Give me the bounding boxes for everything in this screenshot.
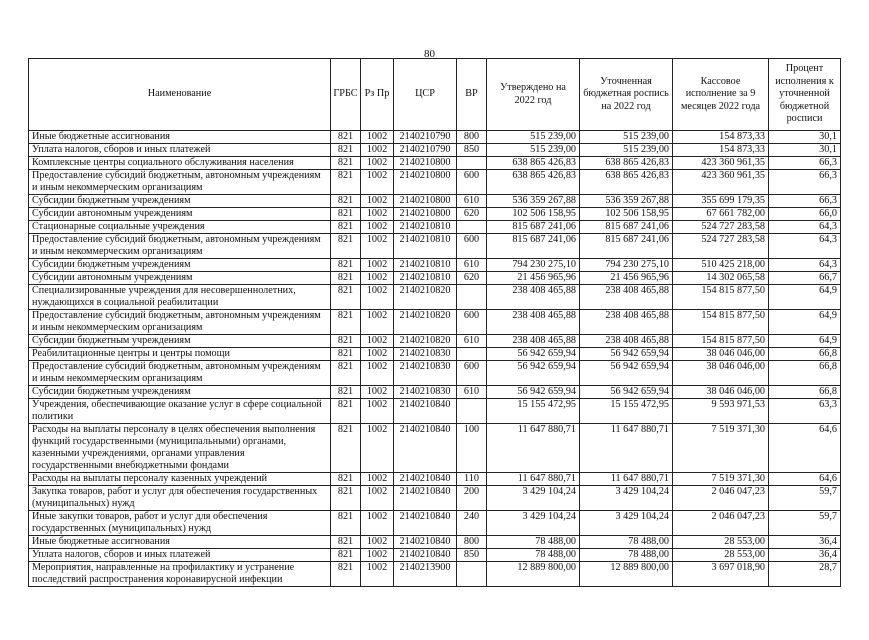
cell-refined: 238 408 465,88 xyxy=(580,285,673,310)
cell-refined: 78 488,00 xyxy=(580,536,673,549)
table-row xyxy=(29,195,841,208)
cell-percent: 30,1 xyxy=(769,144,841,157)
cell-cash: 510 425 218,00 xyxy=(673,259,769,272)
cell-name: Комплексные центры социального обслуживания населения xyxy=(29,157,331,170)
cell-cash: 9 593 971,53 xyxy=(673,399,769,424)
cell-csr: 2140210810 xyxy=(394,221,457,234)
cell-vr: 110 xyxy=(457,473,487,486)
table-row xyxy=(29,157,841,170)
cell-name: Субсидии бюджетным учреждениям xyxy=(29,195,331,208)
table-row xyxy=(29,348,841,361)
cell-vr xyxy=(457,157,487,170)
cell-name: Уплата налогов, сборов и иных платежей xyxy=(29,144,331,157)
cell-rzpr: 1002 xyxy=(361,157,394,170)
cell-cash: 2 046 047,23 xyxy=(673,486,769,511)
cell-cash: 355 699 179,35 xyxy=(673,195,769,208)
cell-name: Учреждения, обеспечивающие оказание услуг в сфере социальной политики xyxy=(29,399,331,424)
cell-name: Специализированные учреждения для несовершеннолетних, нуждающихся в социальной реабилитации xyxy=(29,285,331,310)
cell-cash: 38 046 046,00 xyxy=(673,386,769,399)
table-row xyxy=(29,386,841,399)
header-name: Наименование xyxy=(29,59,331,131)
cell-percent: 64,3 xyxy=(769,259,841,272)
cell-refined: 11 647 880,71 xyxy=(580,473,673,486)
table-header-row xyxy=(29,59,841,131)
cell-refined: 78 488,00 xyxy=(580,549,673,562)
cell-grbs: 821 xyxy=(331,386,361,399)
cell-vr: 800 xyxy=(457,131,487,144)
cell-percent: 63,3 xyxy=(769,399,841,424)
cell-csr: 2140210800 xyxy=(394,195,457,208)
cell-name: Стационарные социальные учреждения xyxy=(29,221,331,234)
cell-grbs: 821 xyxy=(331,221,361,234)
cell-refined: 794 230 275,10 xyxy=(580,259,673,272)
cell-cash: 524 727 283,58 xyxy=(673,234,769,259)
cell-cash: 423 360 961,35 xyxy=(673,170,769,195)
cell-cash: 14 302 065,58 xyxy=(673,272,769,285)
cell-csr: 2140210800 xyxy=(394,208,457,221)
cell-csr: 2140210800 xyxy=(394,170,457,195)
cell-grbs: 821 xyxy=(331,170,361,195)
cell-name: Расходы на выплаты персоналу казенных учреждений xyxy=(29,473,331,486)
cell-approved: 238 408 465,88 xyxy=(487,285,580,310)
cell-csr: 2140210820 xyxy=(394,335,457,348)
cell-cash: 154 815 877,50 xyxy=(673,335,769,348)
table-row xyxy=(29,234,841,259)
cell-percent: 64,3 xyxy=(769,234,841,259)
cell-cash: 7 519 371,30 xyxy=(673,473,769,486)
cell-cash: 28 553,00 xyxy=(673,549,769,562)
cell-cash: 154 873,33 xyxy=(673,131,769,144)
table-row xyxy=(29,221,841,234)
cell-csr: 2140210830 xyxy=(394,348,457,361)
cell-rzpr: 1002 xyxy=(361,562,394,587)
cell-csr: 2140210840 xyxy=(394,424,457,473)
cell-approved: 536 359 267,88 xyxy=(487,195,580,208)
cell-csr: 2140210830 xyxy=(394,361,457,386)
cell-rzpr: 1002 xyxy=(361,234,394,259)
table-row xyxy=(29,310,841,335)
cell-rzpr: 1002 xyxy=(361,486,394,511)
cell-name: Мероприятия, направленные на профилактику и устранение последствий распространения коронавирусной инфекции xyxy=(29,562,331,587)
cell-refined: 638 865 426,83 xyxy=(580,170,673,195)
cell-cash: 154 815 877,50 xyxy=(673,310,769,335)
cell-csr: 2140210820 xyxy=(394,310,457,335)
cell-rzpr: 1002 xyxy=(361,285,394,310)
cell-rzpr: 1002 xyxy=(361,348,394,361)
cell-vr: 850 xyxy=(457,144,487,157)
cell-vr: 620 xyxy=(457,208,487,221)
table-row xyxy=(29,361,841,386)
table-row xyxy=(29,272,841,285)
cell-refined: 515 239,00 xyxy=(580,144,673,157)
cell-approved: 11 647 880,71 xyxy=(487,424,580,473)
cell-refined: 56 942 659,94 xyxy=(580,348,673,361)
table-row xyxy=(29,511,841,536)
cell-rzpr: 1002 xyxy=(361,473,394,486)
page-number: 80 xyxy=(424,48,435,60)
cell-name: Закупка товаров, работ и услуг для обеспечения государственных (муниципальных) нужд xyxy=(29,486,331,511)
cell-cash: 524 727 283,58 xyxy=(673,221,769,234)
cell-name: Реабилитационные центры и центры помощи xyxy=(29,348,331,361)
cell-vr: 600 xyxy=(457,310,487,335)
cell-percent: 66,8 xyxy=(769,361,841,386)
cell-name: Уплата налогов, сборов и иных платежей xyxy=(29,549,331,562)
cell-name: Предоставление субсидий бюджетным, автономным учреждениям и иным некоммерческим организациям xyxy=(29,234,331,259)
cell-name: Субсидии бюджетным учреждениям xyxy=(29,259,331,272)
cell-approved: 56 942 659,94 xyxy=(487,361,580,386)
header-grbs: ГРБС xyxy=(331,59,361,131)
cell-grbs: 821 xyxy=(331,549,361,562)
cell-csr: 2140210790 xyxy=(394,144,457,157)
cell-rzpr: 1002 xyxy=(361,386,394,399)
cell-csr: 2140210840 xyxy=(394,486,457,511)
cell-grbs: 821 xyxy=(331,157,361,170)
cell-percent: 64,6 xyxy=(769,473,841,486)
cell-cash: 154 873,33 xyxy=(673,144,769,157)
cell-grbs: 821 xyxy=(331,195,361,208)
cell-approved: 3 429 104,24 xyxy=(487,511,580,536)
cell-csr: 2140210800 xyxy=(394,157,457,170)
cell-csr: 2140210830 xyxy=(394,386,457,399)
cell-rzpr: 1002 xyxy=(361,424,394,473)
table-row xyxy=(29,170,841,195)
cell-cash: 154 815 877,50 xyxy=(673,285,769,310)
cell-grbs: 821 xyxy=(331,424,361,473)
cell-percent: 30,1 xyxy=(769,131,841,144)
cell-rzpr: 1002 xyxy=(361,361,394,386)
cell-cash: 38 046 046,00 xyxy=(673,361,769,386)
cell-grbs: 821 xyxy=(331,361,361,386)
cell-cash: 67 661 782,00 xyxy=(673,208,769,221)
cell-vr: 610 xyxy=(457,386,487,399)
cell-percent: 64,9 xyxy=(769,285,841,310)
cell-vr xyxy=(457,221,487,234)
cell-cash: 28 553,00 xyxy=(673,536,769,549)
cell-approved: 56 942 659,94 xyxy=(487,386,580,399)
cell-name: Иные закупки товаров, работ и услуг для обеспечения государственных (муниципальных) нужд xyxy=(29,511,331,536)
cell-cash: 2 046 047,23 xyxy=(673,511,769,536)
cell-rzpr: 1002 xyxy=(361,144,394,157)
cell-rzpr: 1002 xyxy=(361,259,394,272)
cell-approved: 21 456 965,96 xyxy=(487,272,580,285)
table-row xyxy=(29,131,841,144)
cell-refined: 12 889 800,00 xyxy=(580,562,673,587)
cell-rzpr: 1002 xyxy=(361,335,394,348)
cell-csr: 2140210840 xyxy=(394,511,457,536)
cell-percent: 66,3 xyxy=(769,157,841,170)
cell-rzpr: 1002 xyxy=(361,536,394,549)
cell-approved: 15 155 472,95 xyxy=(487,399,580,424)
cell-csr: 2140210840 xyxy=(394,549,457,562)
cell-csr: 2140210790 xyxy=(394,131,457,144)
cell-grbs: 821 xyxy=(331,131,361,144)
cell-vr: 240 xyxy=(457,511,487,536)
cell-percent: 66,3 xyxy=(769,195,841,208)
cell-vr xyxy=(457,562,487,587)
cell-refined: 15 155 472,95 xyxy=(580,399,673,424)
cell-vr: 600 xyxy=(457,234,487,259)
cell-refined: 536 359 267,88 xyxy=(580,195,673,208)
cell-rzpr: 1002 xyxy=(361,221,394,234)
cell-approved: 78 488,00 xyxy=(487,536,580,549)
cell-refined: 3 429 104,24 xyxy=(580,511,673,536)
cell-cash: 38 046 046,00 xyxy=(673,348,769,361)
cell-cash: 7 519 371,30 xyxy=(673,424,769,473)
cell-refined: 11 647 880,71 xyxy=(580,424,673,473)
cell-refined: 815 687 241,06 xyxy=(580,221,673,234)
header-percent: Процент исполнения к уточненной бюджетной росписи xyxy=(769,59,841,131)
cell-refined: 515 239,00 xyxy=(580,131,673,144)
header-refined: Уточненная бюджетная роспись на 2022 год xyxy=(580,59,673,131)
cell-name: Иные бюджетные ассигнования xyxy=(29,536,331,549)
cell-percent: 64,9 xyxy=(769,310,841,335)
cell-approved: 638 865 426,83 xyxy=(487,170,580,195)
cell-vr: 620 xyxy=(457,272,487,285)
cell-approved: 515 239,00 xyxy=(487,144,580,157)
cell-grbs: 821 xyxy=(331,272,361,285)
cell-approved: 815 687 241,06 xyxy=(487,234,580,259)
table-row xyxy=(29,473,841,486)
cell-name: Предоставление субсидий бюджетным, автономным учреждениям и иным некоммерческим организациям xyxy=(29,170,331,195)
cell-rzpr: 1002 xyxy=(361,170,394,195)
cell-vr: 610 xyxy=(457,195,487,208)
table-row xyxy=(29,208,841,221)
budget-table xyxy=(28,58,841,587)
cell-approved: 102 506 158,95 xyxy=(487,208,580,221)
cell-grbs: 821 xyxy=(331,399,361,424)
cell-approved: 238 408 465,88 xyxy=(487,310,580,335)
cell-refined: 238 408 465,88 xyxy=(580,335,673,348)
cell-name: Иные бюджетные ассигнования xyxy=(29,131,331,144)
cell-vr: 600 xyxy=(457,361,487,386)
cell-approved: 238 408 465,88 xyxy=(487,335,580,348)
cell-refined: 102 506 158,95 xyxy=(580,208,673,221)
cell-approved: 515 239,00 xyxy=(487,131,580,144)
cell-refined: 56 942 659,94 xyxy=(580,386,673,399)
cell-refined: 815 687 241,06 xyxy=(580,234,673,259)
cell-percent: 59,7 xyxy=(769,511,841,536)
table-row xyxy=(29,259,841,272)
cell-approved: 78 488,00 xyxy=(487,549,580,562)
header-cash: Кассовое исполнение за 9 месяцев 2022 года xyxy=(673,59,769,131)
cell-grbs: 821 xyxy=(331,536,361,549)
cell-vr xyxy=(457,348,487,361)
cell-grbs: 821 xyxy=(331,511,361,536)
cell-percent: 64,3 xyxy=(769,221,841,234)
table-row xyxy=(29,424,841,473)
cell-vr xyxy=(457,285,487,310)
cell-vr xyxy=(457,399,487,424)
table-row xyxy=(29,335,841,348)
cell-vr: 600 xyxy=(457,170,487,195)
cell-vr: 200 xyxy=(457,486,487,511)
cell-csr: 2140213900 xyxy=(394,562,457,587)
table-row xyxy=(29,562,841,587)
table-row xyxy=(29,549,841,562)
cell-grbs: 821 xyxy=(331,473,361,486)
cell-vr: 100 xyxy=(457,424,487,473)
table-body xyxy=(29,131,841,587)
cell-percent: 66,8 xyxy=(769,386,841,399)
cell-rzpr: 1002 xyxy=(361,310,394,335)
cell-percent: 59,7 xyxy=(769,486,841,511)
cell-refined: 21 456 965,96 xyxy=(580,272,673,285)
cell-grbs: 821 xyxy=(331,234,361,259)
cell-grbs: 821 xyxy=(331,348,361,361)
cell-csr: 2140210810 xyxy=(394,259,457,272)
cell-percent: 66,8 xyxy=(769,348,841,361)
cell-grbs: 821 xyxy=(331,335,361,348)
cell-name: Расходы на выплаты персоналу в целях обеспечения выполнения функций государственными (муниципальными) органами, казенными учреждениями, органами управления государственными внебюджетными фондами xyxy=(29,424,331,473)
cell-vr: 610 xyxy=(457,335,487,348)
cell-csr: 2140210840 xyxy=(394,473,457,486)
cell-name: Субсидии бюджетным учреждениям xyxy=(29,335,331,348)
cell-csr: 2140210810 xyxy=(394,234,457,259)
cell-name: Субсидии бюджетным учреждениям xyxy=(29,386,331,399)
header-csr: ЦСР xyxy=(394,59,457,131)
cell-csr: 2140210820 xyxy=(394,285,457,310)
cell-refined: 3 429 104,24 xyxy=(580,486,673,511)
table-row xyxy=(29,536,841,549)
cell-cash: 3 697 018,90 xyxy=(673,562,769,587)
cell-name: Предоставление субсидий бюджетным, автономным учреждениям и иным некоммерческим организациям xyxy=(29,310,331,335)
cell-rzpr: 1002 xyxy=(361,208,394,221)
cell-refined: 238 408 465,88 xyxy=(580,310,673,335)
cell-percent: 66,7 xyxy=(769,272,841,285)
cell-grbs: 821 xyxy=(331,486,361,511)
cell-rzpr: 1002 xyxy=(361,399,394,424)
cell-percent: 36,4 xyxy=(769,536,841,549)
cell-vr: 610 xyxy=(457,259,487,272)
cell-vr: 800 xyxy=(457,536,487,549)
cell-approved: 3 429 104,24 xyxy=(487,486,580,511)
header-approved: Утверждено на 2022 год xyxy=(487,59,580,131)
cell-csr: 2140210840 xyxy=(394,536,457,549)
cell-csr: 2140210840 xyxy=(394,399,457,424)
table-row xyxy=(29,399,841,424)
cell-rzpr: 1002 xyxy=(361,272,394,285)
cell-percent: 36,4 xyxy=(769,549,841,562)
header-rzpr: Рз Пр xyxy=(361,59,394,131)
cell-percent: 66,3 xyxy=(769,170,841,195)
cell-percent: 64,6 xyxy=(769,424,841,473)
cell-name: Субсидии автономным учреждениям xyxy=(29,272,331,285)
table-row xyxy=(29,144,841,157)
cell-approved: 638 865 426,83 xyxy=(487,157,580,170)
cell-grbs: 821 xyxy=(331,285,361,310)
cell-rzpr: 1002 xyxy=(361,131,394,144)
cell-approved: 794 230 275,10 xyxy=(487,259,580,272)
header-vr: ВР xyxy=(457,59,487,131)
cell-approved: 11 647 880,71 xyxy=(487,473,580,486)
table-row xyxy=(29,486,841,511)
cell-rzpr: 1002 xyxy=(361,511,394,536)
cell-csr: 2140210810 xyxy=(394,272,457,285)
cell-grbs: 821 xyxy=(331,310,361,335)
cell-rzpr: 1002 xyxy=(361,195,394,208)
cell-percent: 28,7 xyxy=(769,562,841,587)
cell-grbs: 821 xyxy=(331,208,361,221)
cell-percent: 64,9 xyxy=(769,335,841,348)
cell-grbs: 821 xyxy=(331,259,361,272)
cell-vr: 850 xyxy=(457,549,487,562)
cell-approved: 815 687 241,06 xyxy=(487,221,580,234)
cell-rzpr: 1002 xyxy=(361,549,394,562)
cell-grbs: 821 xyxy=(331,562,361,587)
cell-grbs: 821 xyxy=(331,144,361,157)
cell-percent: 66,0 xyxy=(769,208,841,221)
cell-refined: 56 942 659,94 xyxy=(580,361,673,386)
cell-cash: 423 360 961,35 xyxy=(673,157,769,170)
cell-refined: 638 865 426,83 xyxy=(580,157,673,170)
cell-name: Предоставление субсидий бюджетным, автономным учреждениям и иным некоммерческим организациям xyxy=(29,361,331,386)
cell-approved: 12 889 800,00 xyxy=(487,562,580,587)
cell-approved: 56 942 659,94 xyxy=(487,348,580,361)
table-row xyxy=(29,285,841,310)
cell-name: Субсидии автономным учреждениям xyxy=(29,208,331,221)
